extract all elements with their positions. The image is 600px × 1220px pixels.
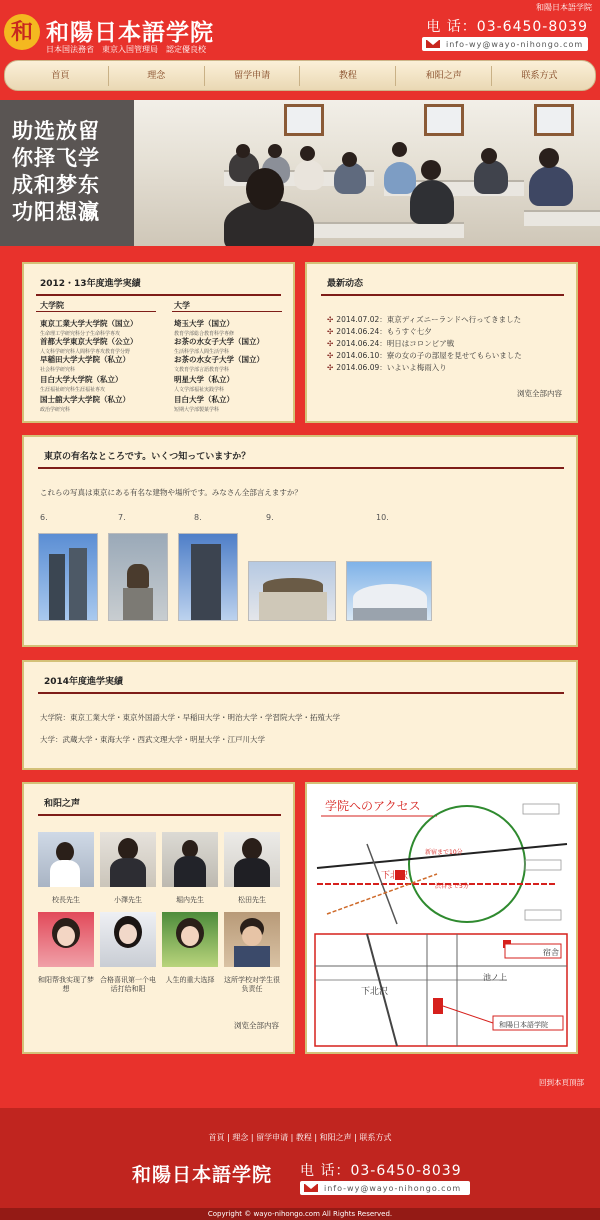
divider (172, 311, 282, 312)
tokyo-question: これらの写真は東京にある有名な建物や場所です。みなさん全部言えますか？ (40, 488, 302, 497)
site-logo-title[interactable]: 和陽日本語学院 (46, 19, 214, 46)
photo-tokyo-dome[interactable] (346, 561, 432, 621)
nav-courses[interactable]: 教程 (300, 66, 396, 86)
desk (524, 210, 600, 226)
photo-number: 8. (194, 513, 202, 522)
school-name: お茶の水女子大学（国立） (174, 355, 264, 364)
slogan-line: 功阳想瀛 (12, 200, 100, 224)
student-head (421, 160, 441, 180)
avatar-matsuda[interactable] (224, 832, 280, 887)
nav-application[interactable]: 留学申请 (205, 66, 301, 86)
student-head (300, 146, 315, 161)
avatar-student-1[interactable] (38, 912, 94, 967)
student-caption: 人生的重大选择 (165, 976, 215, 984)
footer-logo[interactable]: 和陽日本語学院 (132, 1164, 273, 1186)
school-dept: 人文科学研究科人間科学専攻教育学分野 (40, 349, 131, 355)
site-footer (0, 1108, 600, 1220)
school-dept: 人文学部福祉実践学科 (174, 387, 225, 393)
nav-voices[interactable]: 和阳之声 (396, 66, 492, 86)
divider (38, 467, 564, 469)
map-ikenoue-label: 池ノ上 (483, 973, 507, 982)
school-dept: 生活科学部人間生活学科 (174, 349, 230, 355)
grad-school[interactable] (40, 336, 138, 355)
photo-number: 6. (40, 513, 48, 522)
student (474, 160, 508, 194)
student (410, 180, 454, 224)
footer-links[interactable]: 首頁 | 理念 | 留学申请 | 教程 | 和阳之声 | 联系方式 (208, 1133, 392, 1142)
news-item[interactable] (327, 362, 447, 373)
student-head (246, 168, 284, 210)
divider (38, 814, 281, 816)
teacher-caption: 小澤先生 (114, 896, 142, 904)
school-name: 東京工業大学大学院（国立） (40, 319, 138, 328)
rail-line (317, 844, 567, 868)
photo-roppongi-hills[interactable] (178, 533, 238, 621)
voices-more-link[interactable]: 浏览全部内容 (234, 1021, 279, 1030)
slogan-line: 助选放留 (12, 119, 100, 143)
avatar-principal[interactable] (38, 832, 94, 887)
bullet-icon: ✣ (327, 339, 334, 348)
access-map-panel[interactable] (305, 782, 578, 1054)
student-caption: 这所学校对学生很负责任 (224, 976, 280, 993)
student-head (539, 148, 559, 168)
news-item[interactable] (327, 350, 522, 361)
dorm-label: 宿舎 (543, 948, 559, 957)
news-title: 最新动态 (327, 279, 364, 289)
divider (36, 294, 281, 296)
student-head (392, 142, 407, 157)
photo-number: 10. (376, 513, 389, 522)
nav-contact[interactable]: 联系方式 (521, 70, 558, 81)
school-name: 目白大学大学院（私立） (40, 375, 123, 384)
results-2014-grad: 大学院：東京工業大学・東京外国語大学・早稲田大学・明治大学・学習院大学・拓殖大学 (40, 713, 340, 722)
mail-icon (304, 1184, 318, 1192)
student-head (342, 152, 357, 167)
news-text: 2014.07.02：東京ディズニーランドへ行ってきました (336, 315, 522, 324)
slogan-line: 你择飞学 (12, 146, 100, 170)
news-more-link[interactable]: 浏览全部内容 (517, 389, 562, 398)
avatar-student-3[interactable] (162, 912, 218, 967)
back-to-top-link[interactable]: 回到本頁頂部 (539, 1078, 584, 1087)
classroom-photo (134, 100, 600, 246)
school-name: 首都大学東京大学院（公立） (40, 337, 138, 346)
school-dept: 社会科学研究科 (40, 367, 76, 373)
student (529, 166, 573, 206)
header-phone: 电 话：03-6450-8039 (426, 19, 588, 35)
station-label: 下北沢 (381, 871, 409, 881)
teacher-caption: 堀内先生 (176, 896, 204, 904)
results-2014-undergrad: 大学：武蔵大学・東海大学・西武文理大学・明星大学・江戸川大学 (40, 735, 265, 744)
school-name: 明星大学（私立） (174, 375, 234, 384)
footer-email-text: info-wy@wayo-nihongo.com (324, 1183, 462, 1193)
school-dept: 短期大学部製菓学科 (174, 407, 220, 413)
undergrad-school[interactable] (174, 374, 234, 393)
header-email[interactable] (422, 37, 588, 51)
school-dept: 教育学部総合教育科学専修 (174, 331, 235, 337)
nav-home[interactable]: 首頁 (13, 66, 109, 86)
school-dept: 政治学研究科 (40, 407, 71, 413)
nav-philosophy[interactable]: 理念 (109, 66, 205, 86)
grad-school[interactable] (40, 374, 123, 393)
mail-icon (426, 40, 440, 48)
window (534, 104, 574, 136)
photo-number: 9. (266, 513, 274, 522)
student-caption: 和阳帮我实现了梦想 (38, 976, 94, 993)
avatar-student-4[interactable] (224, 912, 280, 967)
tokyo-quiz-panel (22, 435, 578, 647)
voices-title: 和阳之声 (44, 799, 81, 809)
undergrad-heading: 大学 (174, 301, 190, 310)
grad-school[interactable] (40, 394, 130, 413)
student-head (268, 144, 282, 158)
school-marker (433, 998, 443, 1014)
school-name: 早稲田大学大学院（私立） (40, 355, 130, 364)
slogan-line: 成和梦东 (12, 173, 100, 197)
main-nav (4, 60, 596, 91)
undergrad-school[interactable] (174, 394, 234, 413)
grad-school[interactable] (40, 354, 130, 373)
bullet-icon: ✣ (327, 351, 334, 360)
school-label: 和陽日本語学院 (499, 1021, 548, 1029)
results-2014-title: 2014年度進学実績 (44, 677, 124, 687)
school-name: 国士舘大学大学院（私立） (40, 395, 130, 404)
photo-hachiko[interactable] (108, 533, 168, 621)
access-map (307, 784, 576, 1052)
grad-school[interactable] (40, 318, 138, 337)
avatar-student-2[interactable] (100, 912, 156, 967)
grad-heading: 大学院 (40, 301, 64, 310)
site-header (0, 0, 600, 60)
banner-slogan (0, 100, 134, 246)
undergrad-school[interactable] (174, 318, 234, 337)
divider (321, 294, 564, 296)
news-panel (305, 262, 578, 423)
route-label: 新宿まで10分 (425, 849, 463, 856)
undergrad-school[interactable] (174, 354, 264, 373)
hero-banner (0, 100, 600, 246)
bullet-icon: ✣ (327, 327, 334, 336)
school-dept: 文教育学部言語教育学科 (174, 367, 230, 373)
news-item[interactable] (327, 338, 454, 349)
news-text: 2014.06.24：もうすぐ七夕 (336, 327, 432, 336)
site-subtitle: 日本国法務省 東京入国管理局 認定優良校 (46, 45, 206, 54)
route-label: 渋谷まで5分 (435, 883, 469, 890)
copyright: Copyright © wayo-nihongo.com All Rights Reserved. (0, 1208, 600, 1220)
tokyo-title: 東京の有名なところです。いくつ知っていますか？ (44, 452, 251, 462)
school-dept: 生命理工学研究科分子生命科学専攻 (40, 331, 121, 337)
header-email-text: info-wy@wayo-nihongo.com (446, 39, 584, 49)
news-item[interactable] (327, 314, 521, 325)
avatar-horiuchi[interactable] (162, 832, 218, 887)
bullet-icon: ✣ (327, 315, 334, 324)
student-head (236, 144, 250, 158)
school-name: 埼玉大学（国立） (174, 319, 234, 328)
results-2014-panel (22, 660, 578, 770)
window (424, 104, 464, 136)
news-text: 2014.06.10：寮の女の子の部屋を見せてもらいました (336, 351, 522, 360)
top-tag: 和陽日本語学院 (536, 3, 592, 12)
photo-number: 7. (118, 513, 126, 522)
photo-tokyo-government[interactable] (38, 533, 98, 621)
student (294, 160, 324, 190)
undergrad-school[interactable] (174, 336, 264, 355)
logo-mark[interactable]: 和 (4, 14, 40, 50)
results-2012-title: 2012・13年度進学実績 (40, 279, 141, 289)
news-text: 2014.06.24：明日はコロンビア戦 (336, 339, 455, 348)
school-dept: 生涯福祉研究科生涯福祉専攻 (40, 387, 106, 393)
window (284, 104, 324, 136)
school-name: 目白大学（私立） (174, 395, 234, 404)
student-head (481, 148, 497, 164)
access-title: 学院へのアクセス (325, 799, 421, 813)
footer-phone: 电 话：03-6450-8039 (300, 1163, 462, 1179)
news-item[interactable] (327, 326, 432, 337)
divider (36, 311, 156, 312)
photo-budokan[interactable] (248, 561, 336, 621)
school-name: お茶の水女子大学（国立） (174, 337, 264, 346)
map-station-label: 下北沢 (361, 987, 389, 997)
bullet-icon: ✣ (327, 363, 334, 372)
teacher-caption: 松田先生 (238, 896, 266, 904)
news-text: 2014.06.09：いよいよ梅雨入り (336, 363, 447, 372)
footer-email[interactable] (300, 1181, 470, 1195)
student-caption: 合格喜讯第一个电话打给和阳 (100, 976, 156, 993)
yamanote-line (409, 806, 525, 922)
results-2012-panel (22, 262, 295, 423)
teacher-caption: 校長先生 (52, 896, 80, 904)
avatar-ozawa[interactable] (100, 832, 156, 887)
divider (38, 692, 564, 694)
voices-panel (22, 782, 295, 1054)
student (384, 162, 416, 194)
